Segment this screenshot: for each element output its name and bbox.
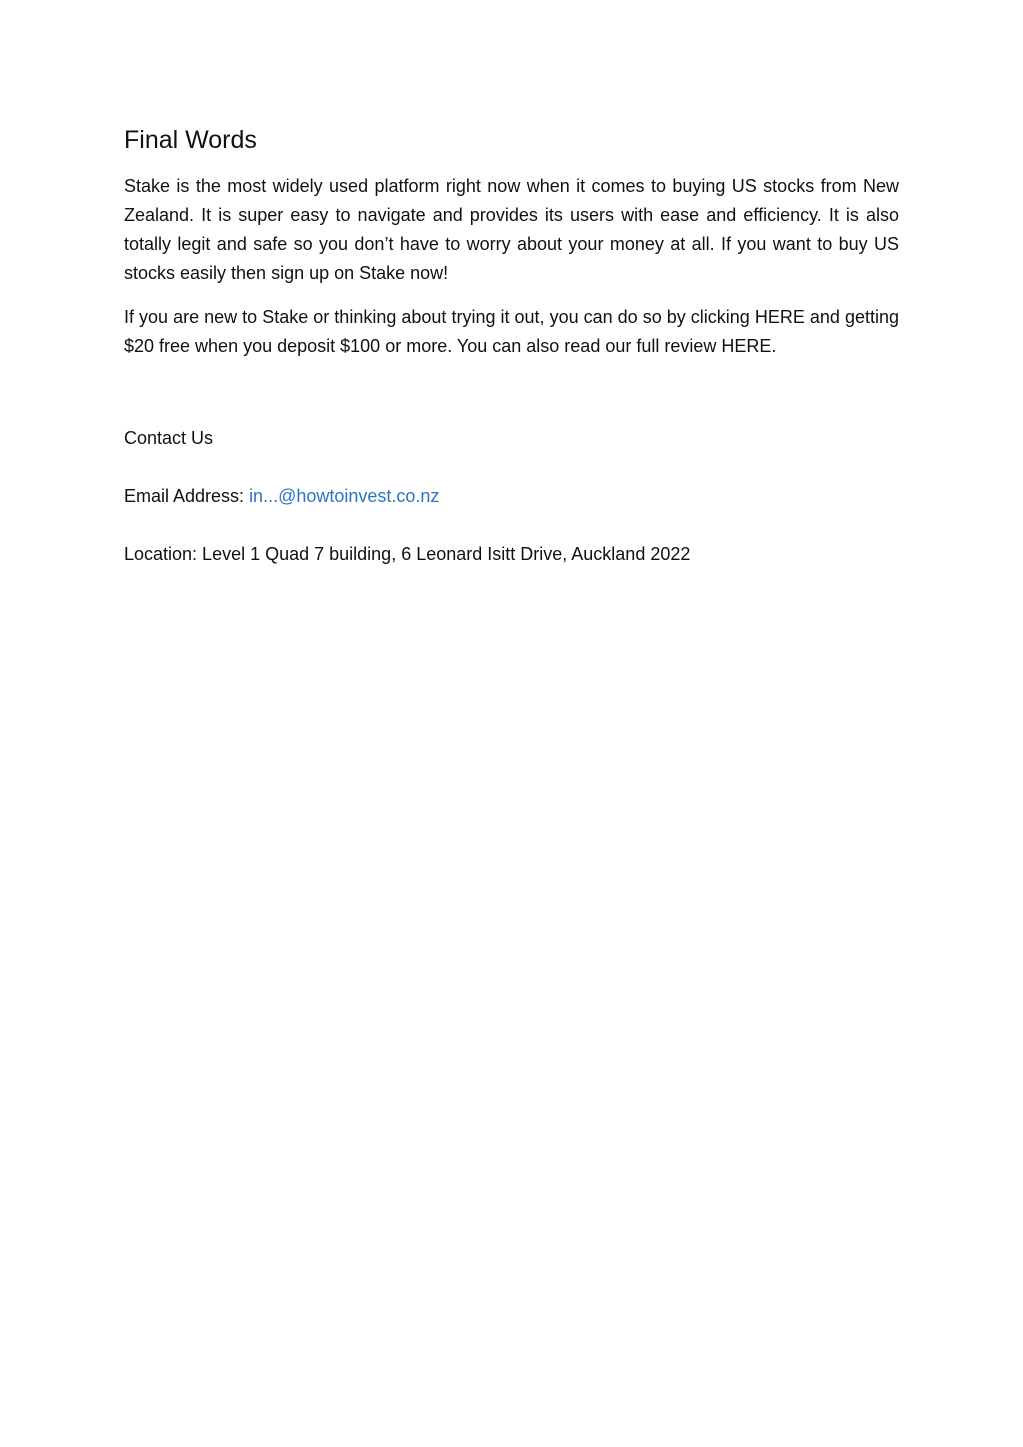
final-words-paragraph-1: Stake is the most widely used platform right now when it comes to buying US stocks from New Zealand. It is super easy to navigate and provides its users with ease and efficiency. It is also totally legit and safe so you don’t have to worry about your money at all. If you want to buy US stocks easily then sign up on Stake now! [124, 176, 899, 283]
section-spacer [124, 376, 899, 424]
email-row [124, 482, 899, 511]
contact-heading: Contact Us [124, 428, 214, 448]
final-words-heading: Final Words [124, 126, 257, 154]
final-words-paragraph-2: If you are new to Stake or thinking about trying it out, you can do so by clicking HERE and getting $20 free when you deposit $100 or more. You can also read our full review HERE. [124, 307, 899, 356]
email-label: Email Address: [124, 486, 250, 506]
location-text: Location: Level 1 Quad 7 building, 6 Leonard Isitt Drive, Auckland 2022 [124, 544, 691, 564]
email-link[interactable]: in...@howtoinvest.co.nz [249, 486, 440, 506]
document-page [124, 122, 899, 598]
